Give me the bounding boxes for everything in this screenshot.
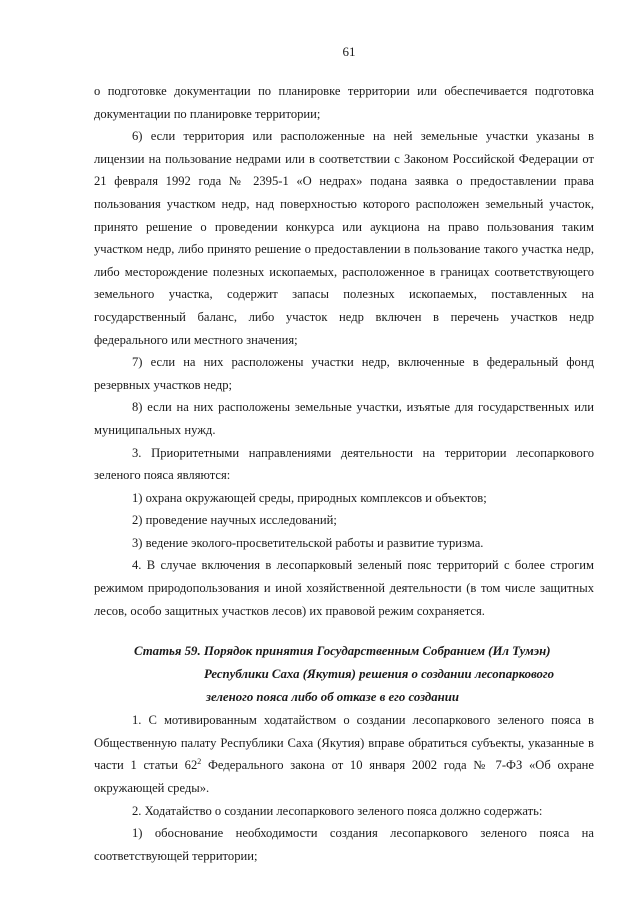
article-heading-line-3: зеленого пояса либо об отказе в его создании	[206, 690, 460, 705]
paragraph-part-3: 3. Приоритетными направлениями деятельности на территории лесопаркового зеленого пояса являются:	[94, 445, 594, 483]
superscript: 2	[197, 757, 202, 767]
paragraph-article-59-part-1	[94, 709, 594, 799]
paragraph-priority-1: 1) охрана окружающей среды, природных комплексов и объектов;	[132, 490, 487, 505]
paragraph-priority-2: 2) проведение научных исследований;	[132, 513, 337, 528]
paragraph-priority-3: 3) ведение эколого-просветительской работы и развитие туризма.	[132, 535, 484, 550]
paragraph-part-4: 4. В случае включения в лесопарковый зеленый пояс территорий с более строгим режимом природопользования и иной хозяйственной деятельности (в том числе защитных лесов, особо защитных участков лесов) их правовой режим сохраняется.	[94, 558, 594, 618]
paragraph-article-59-part-2: 2. Ходатайство о создании лесопаркового зеленого пояса должно содержать:	[132, 803, 543, 818]
paragraph-continuation: о подготовке документации по планировке территории или обеспечивается подготовка документации по планировке территории;	[94, 84, 594, 121]
page-number: 61	[342, 44, 356, 59]
paragraph-article-59-item-1: 1) обоснование необходимости создания лесопаркового зеленого пояса на соответствующей территории;	[94, 826, 594, 863]
article-heading-line-2: Республики Саха (Якутия) решения о создании лесопаркового	[204, 667, 555, 682]
paragraph-item-6: 6) если территория или расположенные на ней земельные участки указаны в лицензии на пользование недрами или в соответствии с Законом Российской Федерации от 21 февраля 1992 года № 2395-1 «О недрах» подана заявка о предоставлении права пользования участком недр, над поверхностью которого расположен земельный участок, принято решение о проведении конкурса или аукциона на право пользования таким участком недр, либо принято решение о предоставлении в пользование такого участка недр, либо месторождение полезных ископаемых, расположенное в границах соответствующего земельного участка, содержит запасы полезных ископаемых, поставленных на государственный баланс, либо участок недр включен в перечень участков недр федерального или местного значения;	[94, 129, 594, 347]
article-heading-line-1: Статья 59. Порядок принятия Государственным Собранием (Ил Тумэн)	[134, 644, 551, 659]
article-heading	[94, 640, 594, 709]
paragraph-text-before-sup: 1. С мотивированным ходатайством о создании лесопаркового зеленого пояса в Общественную палату Республики Саха (Якутия) вправе обратиться субъекты, указанные в части 1 статьи 62	[94, 713, 594, 773]
paragraph-text-after-sup: Федерального закона от 10 января 2002 года № 7-ФЗ «Об охране окружающей среды».	[94, 758, 594, 796]
paragraph-item-7: 7) если на них расположены участки недр, включенные в федеральный фонд резервных участков недр;	[94, 355, 594, 392]
paragraph-item-8: 8) если на них расположены земельные участки, изъятые для государственных или муниципальных нужд.	[94, 400, 594, 437]
